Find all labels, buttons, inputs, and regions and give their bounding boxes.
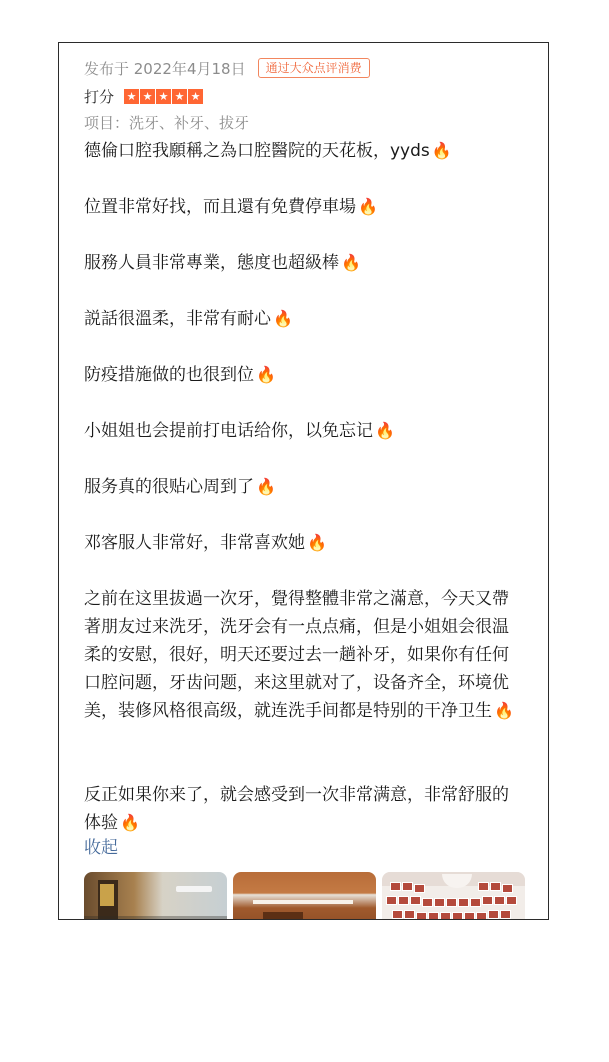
review-paragraph [84, 193, 524, 221]
paragraph-text: 德倫口腔我願稱之為口腔醫院的天花板，yyds [84, 141, 430, 161]
fire-icon: 🔥 [431, 141, 452, 160]
paragraph-text: 反正如果你来了，就会感受到一次非常满意，非常舒服的体验 [84, 785, 509, 833]
paragraph-text: 防疫措施做的也很到位 [84, 365, 254, 385]
paragraph-text: 服務人員非常專業，態度也超級棒 [84, 253, 339, 273]
review-meta [84, 57, 370, 79]
paragraph-text: 邓客服人非常好，非常喜欢她 [84, 533, 305, 553]
review-photo-corridor[interactable] [233, 872, 376, 920]
fire-icon: 🔥 [120, 813, 140, 832]
photo-strip [84, 872, 529, 920]
star-icon: ★ [124, 89, 139, 104]
review-paragraph [84, 529, 524, 557]
source-badge: 通过大众点评消费 [258, 58, 370, 78]
review-paragraph [84, 781, 524, 837]
fire-icon: 🔥 [494, 701, 514, 720]
fire-icon: 🔥 [375, 421, 395, 440]
paragraph-text: 小姐姐也会提前打电话给你，以免忘记 [84, 421, 373, 441]
review-date: 发布于 2022年4月18日 [84, 59, 246, 78]
review-paragraph [84, 249, 524, 277]
review-photo-reception[interactable] [84, 872, 227, 920]
paragraph-text: 位置非常好找，而且還有免費停車場 [84, 197, 356, 217]
rating-label: 打分 [84, 87, 115, 106]
review-photo-wall[interactable] [382, 872, 525, 920]
rating-row [84, 85, 204, 107]
paragraph-text: 服务真的很贴心周到了 [84, 477, 254, 497]
star-rating [124, 89, 204, 104]
review-paragraph [84, 417, 524, 445]
project-tags: 项目：洗牙、补牙、拔牙 [84, 113, 250, 132]
review-paragraph [84, 137, 524, 165]
review-paragraph [84, 585, 524, 725]
review-paragraph [84, 473, 524, 501]
review-card [58, 42, 549, 920]
paragraph-text: 説話很溫柔，非常有耐心 [84, 309, 271, 329]
fire-icon: 🔥 [358, 197, 378, 216]
paragraph-text: 之前在这里拔過一次牙，覺得整體非常之滿意，今天又帶著朋友过来洗牙，洗牙会有一点点痛，但是小姐姐会很温柔的安慰，很好，明天还要过去一趟补牙，如果你有任何口腔问题，牙齿问题，来这里就对了，设备齐全，环境优美，装修风格很高级，就连洗手间都是特别的干净卫生 [84, 589, 509, 721]
fire-icon: 🔥 [273, 309, 293, 328]
fire-icon: 🔥 [256, 365, 276, 384]
fire-icon: 🔥 [256, 477, 276, 496]
fire-icon: 🔥 [341, 253, 361, 272]
star-icon: ★ [172, 89, 187, 104]
star-icon: ★ [156, 89, 171, 104]
star-icon: ★ [140, 89, 155, 104]
star-icon: ★ [188, 89, 203, 104]
review-paragraph [84, 361, 524, 389]
fire-icon: 🔥 [307, 533, 327, 552]
collapse-link[interactable]: 收起 [84, 838, 118, 858]
review-paragraph [84, 305, 524, 333]
